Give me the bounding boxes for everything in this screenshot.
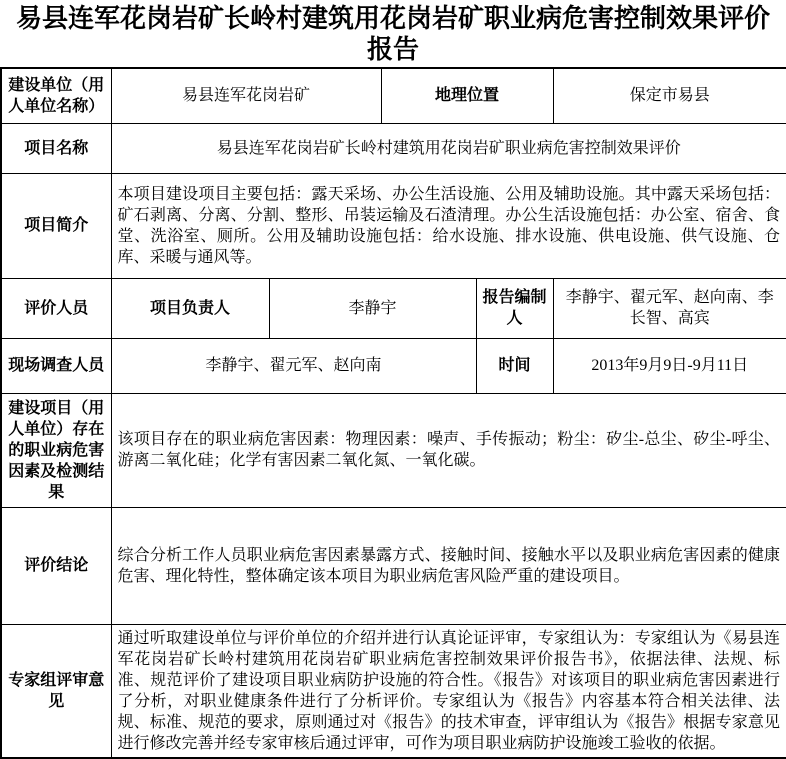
row-evaluation-staff [1, 278, 786, 338]
location-label: 地理位置 [381, 68, 553, 123]
row-construction-unit [1, 68, 786, 123]
row-site-survey [1, 338, 786, 393]
report-compilers-value: 李静宇、翟元军、赵向南、李长智、高宾 [553, 278, 786, 338]
row-expert-review [1, 624, 786, 758]
project-brief-label: 项目简介 [1, 173, 111, 278]
hazard-factors-value: 该项目存在的职业病危害因素：物理因素：噪声、手传振动；粉尘：矽尘-总尘、矽尘-呼尘、游离二氧化硅；化学有害因素二氧化氮、一氧化碳。 [111, 393, 786, 507]
site-survey-label: 现场调查人员 [1, 338, 111, 393]
project-leader-label: 项目负责人 [111, 278, 269, 338]
expert-review-value: 通过听取建设单位与评价单位的介绍并进行认真论证评审，专家组认为：专家组认为《易县连军花岗岩矿长岭村建筑用花岗岩矿职业病危害控制效果评价报告书》，依据法律、法规、标准、规范评价了建设项目职业病防护设施的符合性。《报告》对该项目的职业病危害因素进行了分析，对职业健康条件进行了分析评价。专家组认为《报告》内容基本符合相关法律、法规、标准、规范的要求，原则通过对《报告》的技术审查，评审组认为《报告》根据专家意见进行修改完善并经专家审核后通过评审，可作为项目职业病防护设施竣工验收的依据。 [111, 624, 786, 758]
construction-unit-label: 建设单位（用人单位名称） [1, 68, 111, 123]
row-conclusion [1, 507, 786, 624]
row-hazard-factors [1, 393, 786, 507]
expert-review-label: 专家组评审意见 [1, 624, 111, 758]
project-leader-value: 李静宇 [269, 278, 476, 338]
conclusion-label: 评价结论 [1, 507, 111, 624]
project-name-value: 易县连军花岗岩矿长岭村建筑用花岗岩矿职业病危害控制效果评价 [111, 123, 786, 173]
project-brief-value: 本项目建设项目主要包括：露天采场、办公生活设施、公用及辅助设施。其中露天采场包括：矿石剥离、分离、分割、整形、吊装运输及石渣清理。办公生活设施包括：办公室、宿舍、食堂、洗浴室、厕所。公用及辅助设施包括：给水设施、排水设施、供电设施、供气设施、仓库、采暖与通风等。 [111, 173, 786, 278]
location-value: 保定市易县 [553, 68, 786, 123]
row-project-name [1, 123, 786, 173]
survey-time-value: 2013年9月9日-9月11日 [553, 338, 786, 393]
report-compilers-label: 报告编制人 [476, 278, 553, 338]
construction-unit-value: 易县连军花岗岩矿 [111, 68, 381, 123]
evaluation-staff-label: 评价人员 [1, 278, 111, 338]
row-project-brief [1, 173, 786, 278]
report-table [0, 67, 786, 759]
survey-time-label: 时间 [476, 338, 553, 393]
conclusion-value: 综合分析工作人员职业病危害因素暴露方式、接触时间、接触水平以及职业病危害因素的健康危害、理化特性，整体确定该本项目为职业病危害风险严重的建设项目。 [111, 507, 786, 624]
project-name-label: 项目名称 [1, 123, 111, 173]
site-survey-value: 李静宇、翟元军、赵向南 [111, 338, 476, 393]
hazard-factors-label: 建设项目（用人单位）存在的职业病危害因素及检测结果 [1, 393, 111, 507]
report-title: 易县连军花岗岩矿长岭村建筑用花岗岩矿职业病危害控制效果评价报告 [15, 3, 770, 64]
